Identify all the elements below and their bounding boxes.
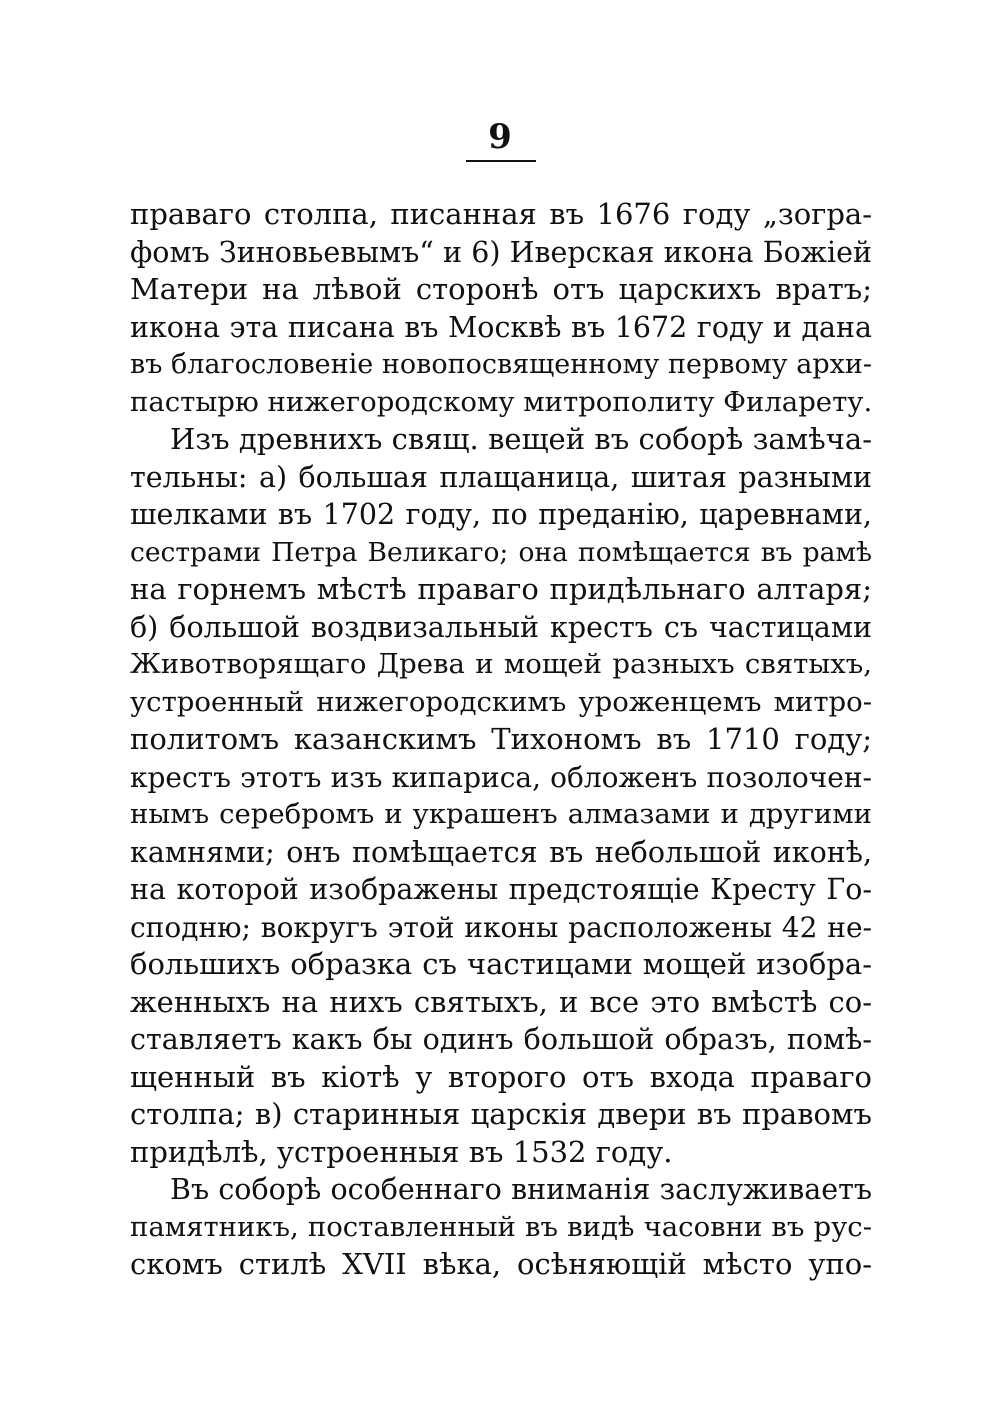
page-number-underline — [466, 160, 536, 162]
text-line: женныхъ на нихъ святыхъ, и все это вмѣстѣ со- — [130, 984, 872, 1019]
text-line: икона эта писана въ Москвѣ въ 1672 году и дана — [130, 310, 872, 344]
page-number: 9 — [488, 117, 512, 157]
text-line: пастырю нижегородскому митрополиту Филарету. — [130, 385, 872, 418]
text-line: шелками въ 1702 году, по преданію, царевнами, — [130, 498, 872, 531]
text-line: политомъ казанскимъ Тихономъ въ 1710 году; — [130, 722, 872, 756]
text-line: скомъ стилѣ XVII вѣка, осѣняющій мѣсто упо- — [130, 1247, 872, 1281]
text-line: праваго столпа, писанная въ 1676 году „зогра- — [130, 197, 872, 231]
text-line: на горнемъ мѣстѣ праваго придѣльнаго алтаря; — [130, 572, 872, 606]
text-line: б) большой воздвизальный крестъ съ частицами — [130, 610, 872, 644]
body-text — [130, 196, 872, 1284]
text-line: фомъ Зиновьевымъ“ и 6) Иверская икона Божіей — [130, 235, 872, 269]
text-line: камнями; онъ помѣщается въ небольшой иконѣ, — [130, 835, 872, 869]
text-line: ставляетъ какъ бы одинъ большой образъ, помѣ- — [130, 1023, 872, 1056]
text-line: памятникъ, поставленный въ видѣ часовни въ рус- — [130, 1210, 872, 1243]
text-line: щенный въ кіотѣ у второго отъ входа праваго — [130, 1059, 872, 1094]
text-line: въ благословеніе новопосвященному первому архи- — [130, 349, 872, 380]
text-line: придѣлѣ, устроенныя въ 1532 году. — [130, 1134, 673, 1169]
text-line: крестъ этотъ изъ кипариса, обложенъ позолочен- — [130, 760, 872, 794]
text-line: Матери на лѣвой сторонѣ отъ царскихъ вратъ; — [130, 272, 872, 306]
text-line: сестрами Петра Великаго; она помѣщается въ рамѣ — [130, 536, 872, 568]
text-line: тельны: а) большая плащаница, шитая разными — [130, 460, 872, 494]
text-line: устроенный нижегородскимъ уроженцемъ митро- — [130, 685, 872, 718]
text-line: Животворящаго Древа и мощей разныхъ святыхъ, — [130, 648, 872, 680]
text-line: нымъ серебромъ и украшенъ алмазами и другими — [130, 798, 872, 830]
text-line: столпа; в) старинныя царскія двери въ правомъ — [130, 1097, 872, 1131]
text-line: сподню; вокругъ этой иконы расположены 42 не- — [130, 910, 872, 944]
text-line: на которой изображены предстоящіе Кресту Го- — [130, 873, 872, 906]
paragraph-start-line: Изъ древнихъ свящ. вещей въ соборѣ замѣча- — [170, 422, 872, 456]
text-line: большихъ образка съ частицами мощей изобра- — [130, 947, 872, 981]
paragraph-start-line: Въ соборѣ особеннаго вниманія заслуживаетъ — [170, 1173, 872, 1206]
